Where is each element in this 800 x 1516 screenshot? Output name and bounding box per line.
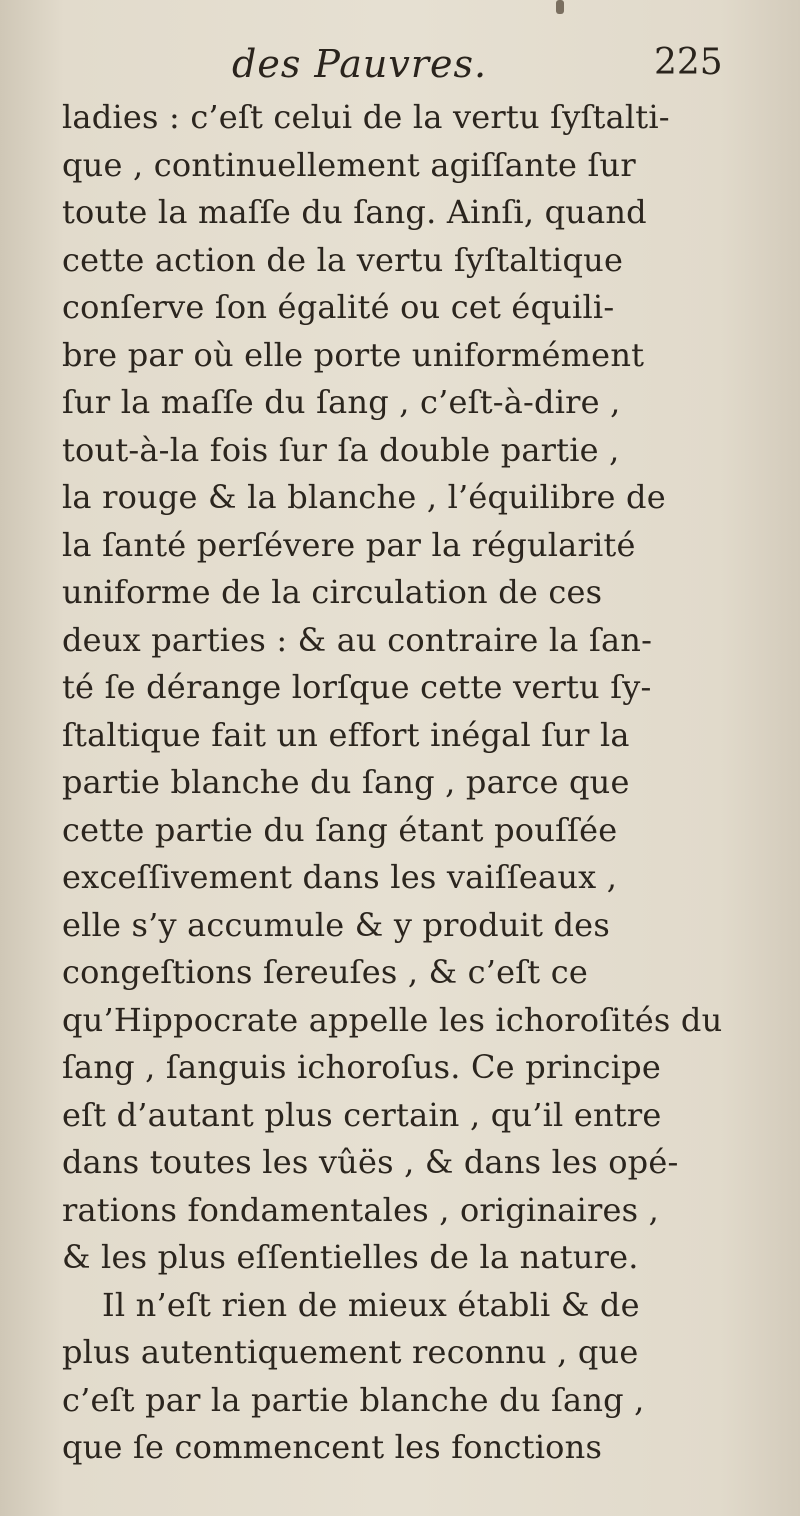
text-line: la rouge & la blanche , l’équilibre de xyxy=(62,478,666,516)
text-line: cette partie du ſang étant pouſſée xyxy=(62,810,618,849)
text-line: bre par où elle porte uniformément xyxy=(62,335,645,374)
text-line: Il n’eſt rien de mieux établi & de xyxy=(102,1285,640,1324)
text-line: & les plus eſſentielles de la nature. xyxy=(62,1238,639,1276)
text-line: ſang , ſanguis ichoroſus. Ce principe xyxy=(62,1048,661,1086)
ink-mark xyxy=(556,0,564,14)
text-line: elle s’y accumule & y produit des xyxy=(62,905,610,944)
body-text xyxy=(62,94,752,1472)
text-line: rations fondamentales , originaires , xyxy=(62,1190,659,1229)
page-number: 225 xyxy=(654,42,723,83)
text-line: ſur la maſſe du ſang , c’eſt-à-dire , xyxy=(62,383,621,421)
text-line: c’eſt par la partie blanche du ſang , xyxy=(62,1380,645,1419)
text-line: toute la maſſe du ſang. Ainſi, quand xyxy=(62,193,647,231)
text-line: exceſſivement dans les vaiſſeaux , xyxy=(62,858,618,896)
text-line: congeſtions ſereuſes , & c’eſt ce xyxy=(62,953,588,991)
text-line: cette action de la vertu ſyſtaltique xyxy=(62,240,624,279)
text-line: ladies : c’eſt celui de la vertu ſyſtalti- xyxy=(62,98,670,136)
text-line: eſt d’autant plus certain , qu’il entre xyxy=(62,1095,662,1134)
text-line: tout-à-la fois ſur ſa double partie , xyxy=(62,430,620,469)
text-line: que ſe commencent les fonctions xyxy=(62,1428,603,1466)
text-line: qu’Hippocrate appelle les ichoroſités du xyxy=(62,1000,723,1039)
text-line: uniforme de la circulation de ces xyxy=(62,573,603,611)
text-line: deux parties : & au contraire la ſan- xyxy=(62,620,653,659)
text-line: conſerve ſon égalité ou cet équili- xyxy=(62,288,615,326)
page-header xyxy=(0,42,800,94)
text-line: plus autentiquement reconnu , que xyxy=(62,1333,639,1371)
text-line: ſtaltique fait un effort inégal ſur la xyxy=(62,715,630,754)
text-line: la ſanté perſévere par la régularité xyxy=(62,525,636,564)
text-line: té ſe dérange lorſque cette vertu ſy- xyxy=(62,668,652,706)
text-line: dans toutes les vûës , & dans les opé- xyxy=(62,1143,679,1181)
text-line: que , continuellement agiſſante ſur xyxy=(62,145,636,184)
running-title: des Pauvres. xyxy=(232,42,488,86)
text-line: partie blanche du ſang , parce que xyxy=(62,763,630,801)
